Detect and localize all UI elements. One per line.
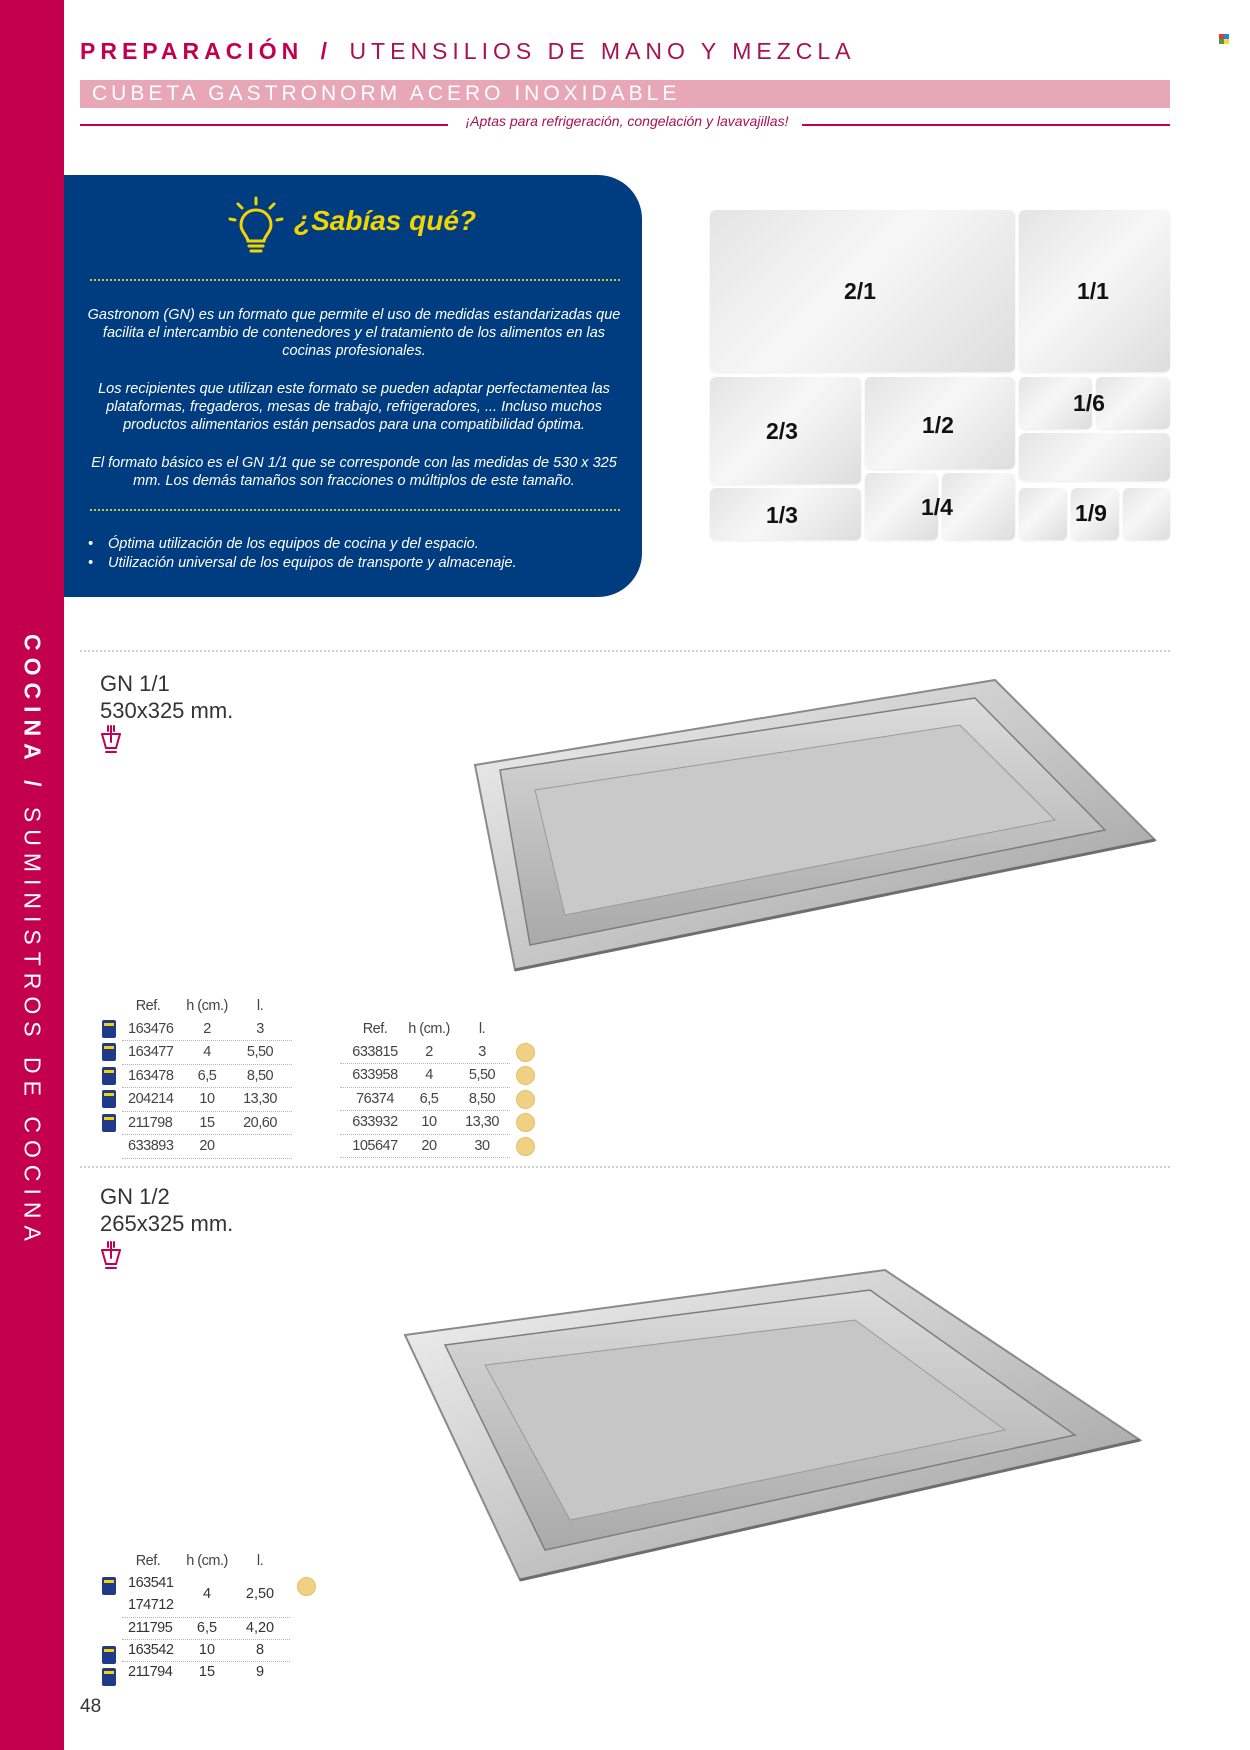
table-row [340, 1111, 510, 1135]
height-cell: 10 [421, 1114, 437, 1130]
ref-cell: 76374 [356, 1090, 394, 1107]
litres-cell: 13,30 [243, 1091, 277, 1107]
header-section: PREPARACIÓN [80, 38, 304, 64]
info-bullet: • Óptima utilización de los equipos de cocina y del espacio. [88, 535, 517, 554]
product-band [80, 80, 1170, 108]
gn-tile-1-6c [1019, 433, 1170, 481]
height-cell: 4 [203, 1044, 211, 1060]
gn-size-diagram [710, 210, 1170, 540]
ref-cell: 163541 [128, 1575, 174, 1591]
brand-badge-icon [102, 1668, 116, 1686]
gn-label: 2/3 [766, 418, 798, 444]
table-row [340, 1064, 510, 1088]
height-cell: 20 [199, 1138, 215, 1154]
compatibility-dot [516, 1113, 535, 1132]
brand-badge-icon [102, 1114, 116, 1132]
brand-badge-icon [102, 1020, 116, 1038]
height-cell: 6,5 [197, 1067, 217, 1084]
sidebar-label [19, 634, 46, 1248]
ref-cell: 633893 [128, 1138, 174, 1154]
section-title-gn12: GN 1/2 265x325 mm. [100, 1184, 234, 1236]
ref-cell: 163476 [128, 1020, 174, 1037]
info-panel-title: ¿Sabías qué? [294, 205, 477, 236]
height-cell: 15 [199, 1114, 215, 1131]
height-cell: 20 [421, 1137, 437, 1154]
gn-tile-1-9a [1019, 488, 1067, 540]
ref-cell: 633815 [352, 1043, 398, 1060]
compatibility-dot [516, 1090, 535, 1109]
col-ref-header: Ref. [135, 1553, 161, 1569]
tagline-rule-left [80, 124, 448, 126]
lightbulb-icon [226, 196, 286, 256]
info-bullet: • Utilización universal de los equipos de transporte y almacenaje. [88, 554, 517, 573]
height-cell: 6,5 [419, 1090, 439, 1107]
product-band-label: CUBETA GASTRONORM ACERO INOXIDABLE [92, 82, 681, 105]
gn-label: 2/1 [844, 278, 876, 304]
brand-badge-icon [102, 1577, 116, 1595]
gn11-tray-image [455, 670, 1175, 980]
litres-cell: 8,50 [468, 1090, 496, 1107]
page-number: 48 [80, 1696, 102, 1717]
info-paragraph: Los recipientes que utilizan este formato se pueden adaptar perfectamentea las plataformas, fregaderos, mesas de trabajo, refrigeradores, ... Incluso muchos productos alimentarios están pensados para una compatibilidad óptima. [98, 381, 610, 433]
height-cell: 2 [425, 1043, 433, 1060]
height-cell: 4 [425, 1067, 433, 1083]
ref-cell: 211795 [128, 1620, 173, 1636]
table-row [122, 1088, 292, 1112]
brand-badge-icon [102, 1090, 116, 1108]
height-cell: 2 [203, 1020, 211, 1037]
litres-cell: 5,50 [468, 1067, 496, 1083]
litres-cell: 5,50 [246, 1044, 274, 1060]
col-ref-header: Ref. [135, 998, 161, 1014]
ref-cell: 163478 [128, 1067, 174, 1084]
col-litres-header: l. [256, 1553, 264, 1569]
ref-cell: 211798 [128, 1114, 173, 1131]
compatibility-dot [516, 1137, 535, 1156]
header-separator: / [320, 38, 333, 64]
info-paragraph: Gastronom (GN) es un formato que permite el uso de medidas estandarizadas que facilita el intercambio de contenedores y el tratamiento de los alimentos en las cocinas profesionales. [87, 307, 621, 359]
col-litres-header: l. [478, 1021, 486, 1037]
ref-cell: 633932 [352, 1114, 398, 1130]
litres-cell: 20,60 [243, 1114, 277, 1131]
info-bullet-list [88, 535, 517, 573]
ref-cell: 211794 [128, 1664, 173, 1680]
ref-cell: 174712 [128, 1597, 174, 1613]
litres-cell: 2,50 [245, 1586, 275, 1602]
gn-label: 1/2 [922, 412, 954, 438]
tagline: ¡Aptas para refrigeración, congelación y lavavajillas! [465, 113, 789, 129]
dotted-divider [90, 509, 620, 511]
litres-cell: 8,50 [246, 1067, 274, 1084]
ref-cell: 105647 [352, 1137, 398, 1154]
height-cell: 10 [199, 1091, 215, 1107]
section-title-gn11: GN 1/1 530x325 mm. [100, 671, 234, 723]
brand-badge-icon [102, 1646, 116, 1664]
ref-cell: 163477 [128, 1044, 174, 1060]
table-row [122, 1112, 292, 1136]
col-ref-header: Ref. [362, 1021, 388, 1037]
gn12-table-body [100, 1572, 292, 1688]
col-height-header: h (cm.) [408, 1021, 450, 1037]
gn-label: 1/6 [1073, 390, 1105, 416]
litres-cell: 30 [474, 1137, 490, 1154]
brand-badge-icon [102, 1067, 116, 1085]
litres-cell: 3 [478, 1043, 486, 1060]
table-row [122, 1135, 292, 1159]
litres-cell: 4,20 [245, 1620, 275, 1636]
table-row [340, 1088, 510, 1112]
gn-label: 1/1 [1077, 278, 1109, 304]
sidebar-label-rest: SUMINISTROS DE COCINA [19, 806, 46, 1248]
height-cell: 4 [202, 1586, 212, 1602]
height-cell: 10 [198, 1642, 216, 1658]
gn-label: 1/9 [1075, 500, 1107, 526]
gn11-table-left [100, 995, 292, 1159]
dotted-divider [90, 279, 620, 281]
fork-glass-icon [98, 1240, 124, 1270]
page-header [80, 38, 856, 65]
gn-label: 1/3 [766, 502, 798, 528]
gn12-table [100, 1550, 292, 1690]
compatibility-dot [516, 1066, 535, 1085]
section-divider [80, 650, 1170, 652]
height-cell: 6,5 [196, 1620, 218, 1636]
ref-cell: 633958 [352, 1067, 398, 1083]
height-cell: 15 [198, 1664, 216, 1680]
header-category: UTENSILIOS DE MANO Y MEZCLA [349, 38, 856, 64]
col-litres-header: l. [256, 998, 264, 1014]
gn-tile-1-9c [1123, 488, 1170, 540]
litres-cell: 9 [255, 1664, 265, 1680]
ref-cell: 163542 [128, 1642, 174, 1658]
brand-badge-icon [102, 1043, 116, 1061]
info-panel [64, 175, 642, 597]
table-row [340, 1041, 510, 1065]
table-header-row [340, 1018, 510, 1041]
fork-glass-icon [98, 724, 124, 754]
sidebar [0, 0, 64, 1750]
gn11-table-right [340, 1018, 510, 1158]
sidebar-separator: / [19, 780, 46, 794]
table-row [122, 1065, 292, 1089]
ref-cell: 204214 [128, 1091, 174, 1107]
table-header-row [100, 1550, 292, 1573]
compatibility-dot [516, 1043, 535, 1062]
compatibility-dot [297, 1577, 316, 1596]
table-row [122, 1041, 292, 1065]
section-divider [80, 1166, 1170, 1168]
info-paragraph: El formato básico es el GN 1/1 que se corresponde con las medidas de 530 x 325 mm. Los demás tamaños son fracciones o múltiplos de este tamaño. [91, 455, 617, 489]
table-row [122, 1018, 292, 1042]
brand-logo [1219, 34, 1229, 44]
litres-cell: 3 [256, 1020, 264, 1037]
litres-cell: 13,30 [465, 1114, 499, 1130]
tagline-rule-right [802, 124, 1170, 126]
gn12-tray-image [395, 1265, 1145, 1585]
col-height-header: h (cm.) [186, 1553, 228, 1569]
sidebar-label-bold: COCINA [19, 634, 46, 767]
table-row [340, 1135, 510, 1159]
litres-cell: 8 [255, 1642, 265, 1658]
gn-tile-1-6b [1096, 377, 1170, 429]
table-header-row [100, 995, 292, 1018]
gn-label: 1/4 [921, 494, 953, 520]
col-height-header: h (cm.) [186, 998, 228, 1014]
